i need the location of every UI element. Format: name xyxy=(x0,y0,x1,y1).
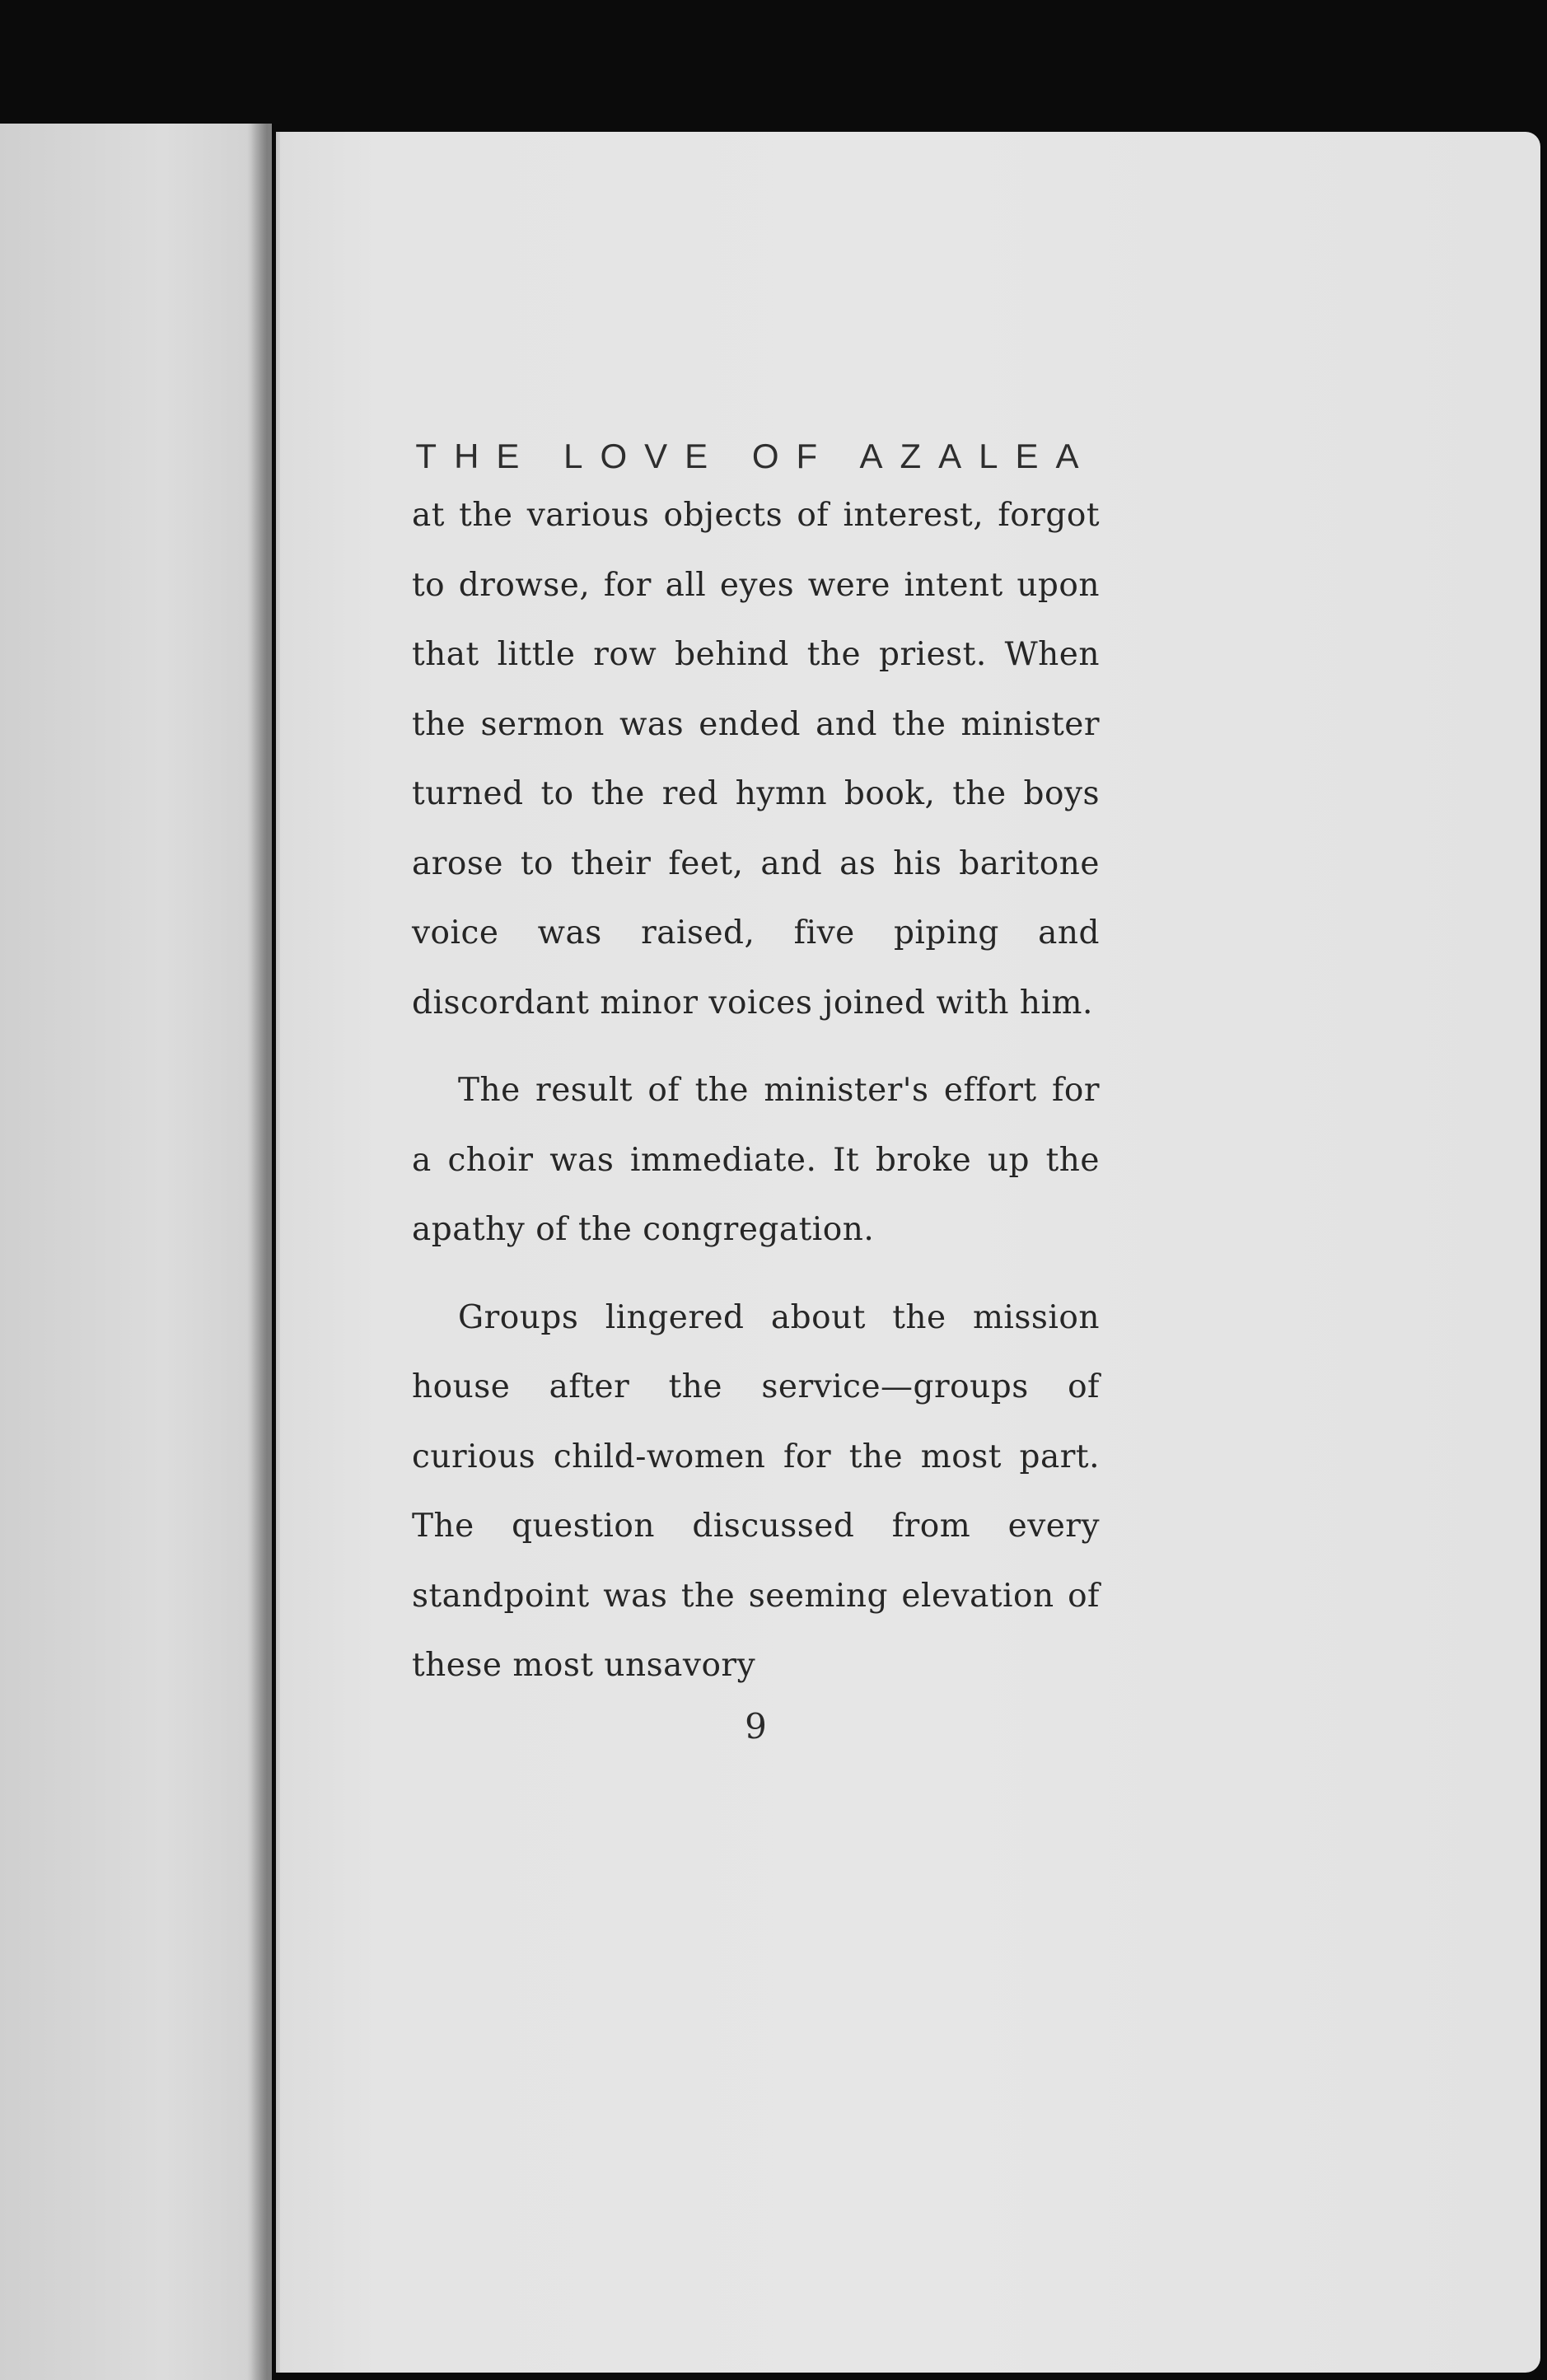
running-head: THE LOVE OF AZALEA xyxy=(415,437,1096,475)
text-block xyxy=(412,437,1100,1746)
book-gutter xyxy=(247,124,280,2380)
paragraph-2: The result of the minister's effort for a choir was immediate. It broke up the apathy of the congregation. xyxy=(412,1072,1100,1248)
page-number: 9 xyxy=(745,1705,767,1746)
left-page-edge xyxy=(0,124,272,2380)
paragraph-3: Groups lingered about the mission house after the service—groups of curious child-women for the most part. The question discussed from every standpoint was the seeming elevation of these most unsavory xyxy=(412,1298,1100,1684)
paragraph-1: at the various objects of interest, forgot to drowse, for all eyes were intent upon that little row behind the priest. When the sermon was ended and the minister turned to the red hymn book, the boys arose to their feet, and as his baritone voice was raised, five piping and discordant minor voices joined with him. xyxy=(412,497,1100,1022)
